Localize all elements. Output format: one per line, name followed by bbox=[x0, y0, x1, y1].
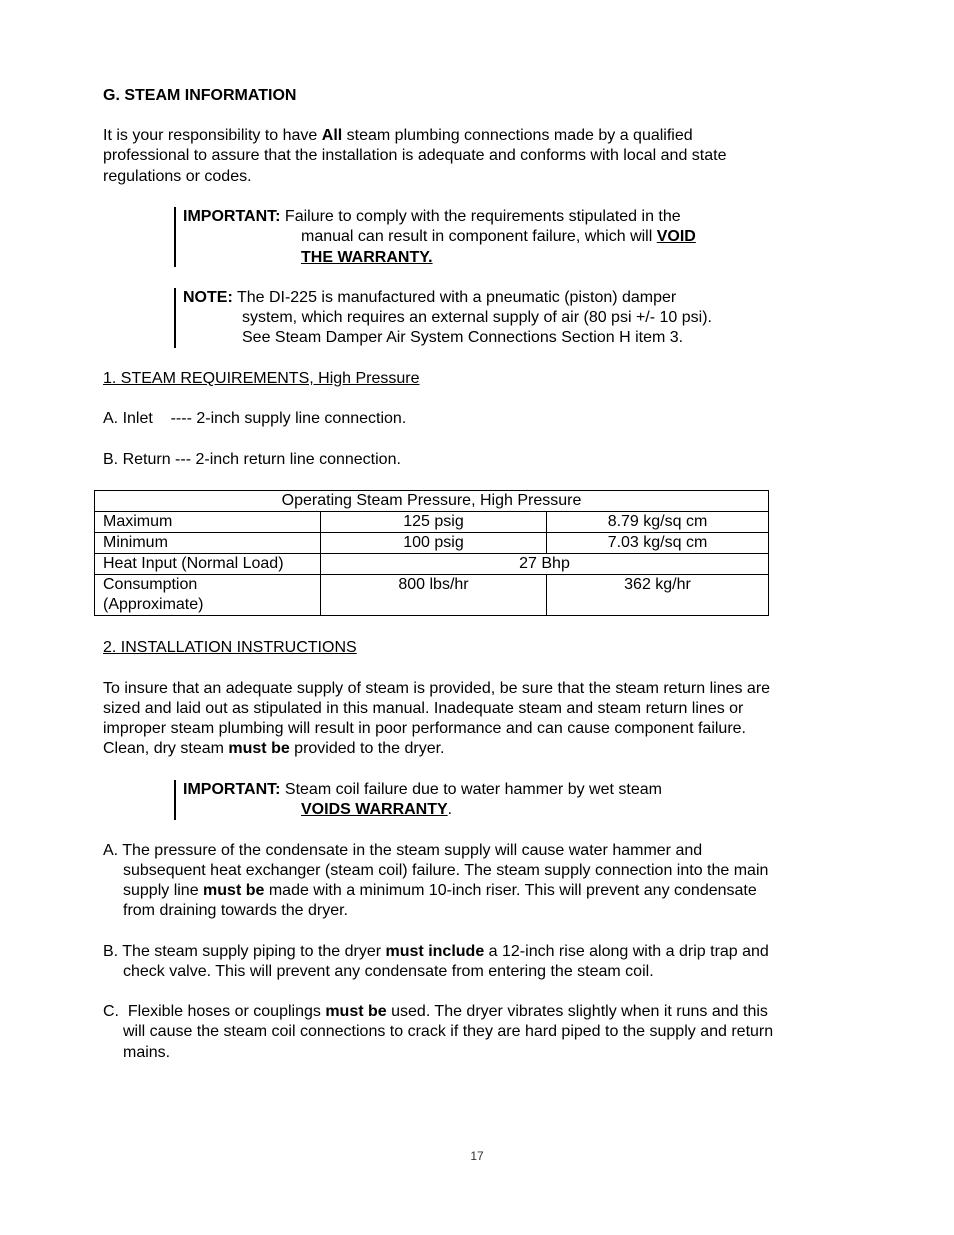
row-value-metric: 7.03 kg/sq cm bbox=[547, 533, 769, 554]
item-b-line-1 bbox=[103, 942, 769, 962]
installation-heading: 2. INSTALLATION INSTRUCTIONS bbox=[103, 639, 357, 656]
item-text: B. The steam supply piping to the dryer bbox=[103, 943, 386, 960]
steam-pressure-table bbox=[94, 490, 769, 616]
section-title: G. STEAM INFORMATION bbox=[103, 87, 297, 104]
row-label: Minimum bbox=[95, 533, 321, 554]
row-label-line: Consumption bbox=[103, 576, 198, 593]
item-bold: must be bbox=[325, 1003, 387, 1020]
row-value: 100 psig bbox=[321, 533, 547, 554]
important-text: manual can result in component failure, which will bbox=[301, 228, 657, 245]
steam-requirements-heading: 1. STEAM REQUIREMENTS, High Pressure bbox=[103, 370, 420, 387]
important-line-2 bbox=[301, 227, 696, 247]
page-number: 17 bbox=[470, 1149, 484, 1163]
important-label: IMPORTANT: bbox=[183, 781, 281, 798]
intro-line-1 bbox=[103, 126, 693, 146]
install-line-1: To insure that an adequate supply of steam is provided, be sure that the steam return lines are bbox=[103, 680, 771, 697]
item-bold: must include bbox=[385, 943, 485, 960]
item-c-line-1 bbox=[103, 1002, 768, 1022]
voids-warranty: VOIDS WARRANTY bbox=[301, 801, 448, 818]
row-value: 27 Bhp bbox=[321, 554, 769, 575]
inlet-spec: A. Inlet ---- 2-inch supply line connection. bbox=[103, 410, 407, 427]
notice-bar bbox=[174, 288, 176, 348]
table-row bbox=[95, 575, 769, 616]
table-row bbox=[95, 512, 769, 533]
note-line-2: system, which requires an external supply of air (80 psi +/- 10 psi). bbox=[242, 309, 712, 326]
item-a-line-2: subsequent heat exchanger (steam coil) failure. The steam supply connection into the main bbox=[123, 862, 769, 879]
item-a-line-4: from draining towards the dryer. bbox=[123, 902, 348, 919]
important-text: Failure to comply with the requirements stipulated in the bbox=[280, 208, 681, 225]
row-label-line: (Approximate) bbox=[103, 596, 204, 613]
item-b-line-2: check valve. This will prevent any condensate from entering the steam coil. bbox=[123, 963, 654, 980]
row-value: 800 lbs/hr bbox=[321, 575, 547, 616]
row-label: Heat Input (Normal Load) bbox=[95, 554, 321, 575]
important2-line-2 bbox=[301, 800, 452, 820]
return-spec: B. Return --- 2-inch return line connection. bbox=[103, 451, 401, 468]
install-text: provided to the dryer. bbox=[289, 740, 445, 757]
note-line-3: See Steam Damper Air System Connections Section H item 3. bbox=[242, 329, 684, 346]
table-row bbox=[95, 554, 769, 575]
intro-line-3: regulations or codes. bbox=[103, 168, 252, 185]
important-text: . bbox=[447, 801, 453, 818]
table-row bbox=[95, 533, 769, 554]
install-line-3: improper steam plumbing will result in poor performance and can cause component failure. bbox=[103, 720, 746, 737]
item-c-line-2: will cause the steam coil connections to crack if they are hard piped to the supply and return bbox=[123, 1023, 774, 1040]
important2-line-1 bbox=[183, 780, 662, 800]
notice-bar bbox=[174, 207, 176, 267]
row-value: 125 psig bbox=[321, 512, 547, 533]
item-text: a 12-inch rise along with a drip trap and bbox=[484, 943, 769, 960]
item-a-line-1: A. The pressure of the condensate in the steam supply will cause water hammer and bbox=[103, 842, 703, 859]
table-header: Operating Steam Pressure, High Pressure bbox=[95, 491, 769, 512]
intro-bold: All bbox=[321, 127, 343, 144]
item-a-line-3 bbox=[123, 881, 757, 901]
important-label: IMPORTANT: bbox=[183, 208, 281, 225]
intro-text: steam plumbing connections made by a qualified bbox=[342, 127, 693, 144]
intro-line-2: professional to assure that the installation is adequate and conforms with local and state bbox=[103, 147, 727, 164]
note-label: NOTE: bbox=[183, 289, 233, 306]
row-label bbox=[95, 575, 321, 616]
install-text: Clean, dry steam bbox=[103, 740, 229, 757]
install-line-2: sized and laid out as stipulated in this manual. Inadequate steam and steam return lines or bbox=[103, 700, 744, 717]
row-value-metric: 8.79 kg/sq cm bbox=[547, 512, 769, 533]
install-line-4 bbox=[103, 739, 445, 759]
table-header-row bbox=[95, 491, 769, 512]
item-c-line-3: mains. bbox=[123, 1044, 171, 1061]
item-bold: must be bbox=[203, 882, 265, 899]
item-text: used. The dryer vibrates slightly when it runs and this bbox=[386, 1003, 768, 1020]
note-text: The DI-225 is manufactured with a pneumatic (piston) damper bbox=[232, 289, 677, 306]
note-line-1 bbox=[183, 288, 676, 308]
warranty-warning: THE WARRANTY. bbox=[301, 249, 433, 266]
important-line-1 bbox=[183, 207, 681, 227]
item-text: supply line bbox=[123, 882, 204, 899]
item-text: C. Flexible hoses or couplings bbox=[103, 1003, 326, 1020]
intro-text: It is your responsibility to have bbox=[103, 127, 322, 144]
notice-bar bbox=[174, 780, 176, 820]
row-value-metric: 362 kg/hr bbox=[547, 575, 769, 616]
install-bold: must be bbox=[228, 740, 290, 757]
row-label: Maximum bbox=[95, 512, 321, 533]
important-text: Steam coil failure due to water hammer by wet steam bbox=[280, 781, 662, 798]
item-text: made with a minimum 10-inch riser. This will prevent any condensate bbox=[264, 882, 757, 899]
void-warning: VOID bbox=[656, 228, 696, 245]
